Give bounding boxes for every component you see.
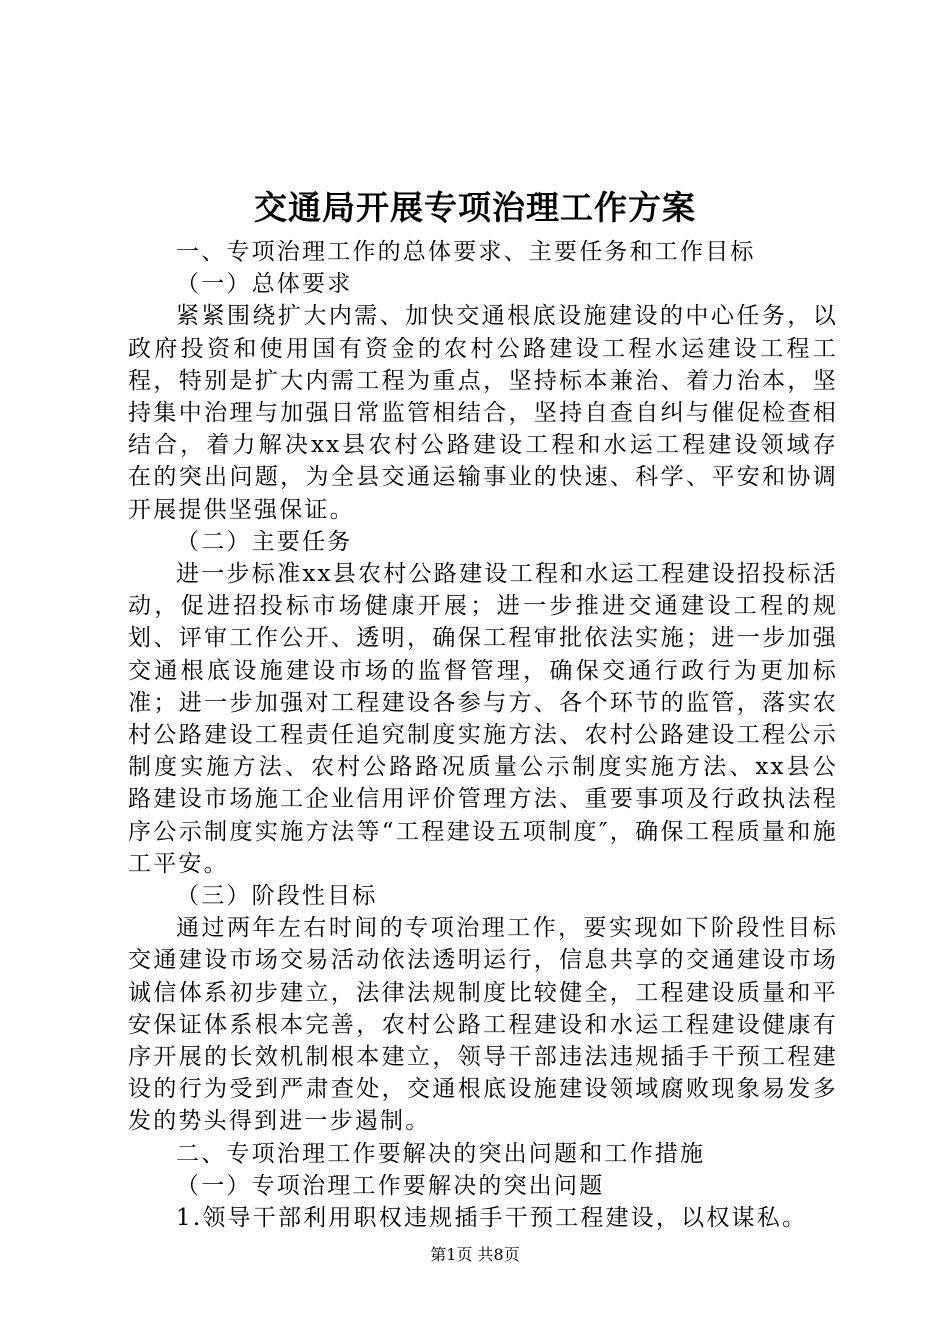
subsection-heading-1-1: （一）总体要求	[176, 271, 353, 298]
section-heading-1: 一、专项治理工作的总体要求、主要任务和工作目标	[176, 239, 756, 265]
subsection-heading-2-1: （一）专项治理工作要解决的突出问题	[176, 1172, 605, 1199]
document-title: 交通局开展专项治理工作方案	[254, 188, 696, 227]
document-body	[128, 236, 838, 1234]
list-item-1: 1.领导干部利用职权违规插手干预工程建设，以权谋私。	[176, 1205, 808, 1232]
paragraph-general-requirements: 紧紧围绕扩大内需、加快交通根底设施建设的中心任务，以政府投资和使用国有资金的农村公路建设工程水运建设工程工程，特别是扩大内需工程为重点，坚持标本兼治、着力治本，坚持集中治理与加强日常监管相结合，坚持自查自纠与催促检查相结合，着力解决xx县农村公路建设工程和水运工程建设领域存在的突出问题，为全县交通运输事业的快速、科学、平安和协调开展提供坚强保证。	[128, 303, 838, 523]
subsection-heading-1-2: （二）主要任务	[176, 528, 353, 555]
subsection-heading-1-3: （三）阶段性目标	[176, 883, 378, 910]
page-footer: 第1页 共8页	[430, 1245, 520, 1264]
paragraph-stage-goals: 通过两年左右时间的专项治理工作，要实现如下阶段性目标交通建设市场交易活动依法透明运行，信息共享的交通建设市场诚信体系初步建立，法律法规制度比较健全，工程建设质量和平安保证体系根本完善，农村公路工程建设和水运工程建设健康有序开展的长效机制根本建立，领导干部违法违规插手干预工程建设的行为受到严肃查处，交通根底设施建设领域腐败现象易发多发的势头得到进一步遏制。	[128, 915, 838, 1135]
section-heading-2: 二、专项治理工作要解决的突出问题和工作措施	[176, 1140, 706, 1167]
paragraph-main-tasks: 进一步标准xx县农村公路建设工程和水运工程建设招投标活动，促进招投标市场健康开展；进一步推进交通建设工程的规划、评审工作公开、透明，确保工程审批依法实施；进一步加强交通根底设施建设市场的监督管理，确保交通行政行为更加标准；进一步加强对工程建设各参与方、各个环节的监管，落实农村公路建设工程责任追究制度实施方法、农村公路建设工程公示制度实施方法、农村公路路况质量公示制度实施方法、xx县公路建设市场施工企业信用评价管理方法、重要事项及行政执法程序公示制度实施方法等“工程建设五项制度″，确保工程质量和施工平安。	[128, 561, 838, 877]
